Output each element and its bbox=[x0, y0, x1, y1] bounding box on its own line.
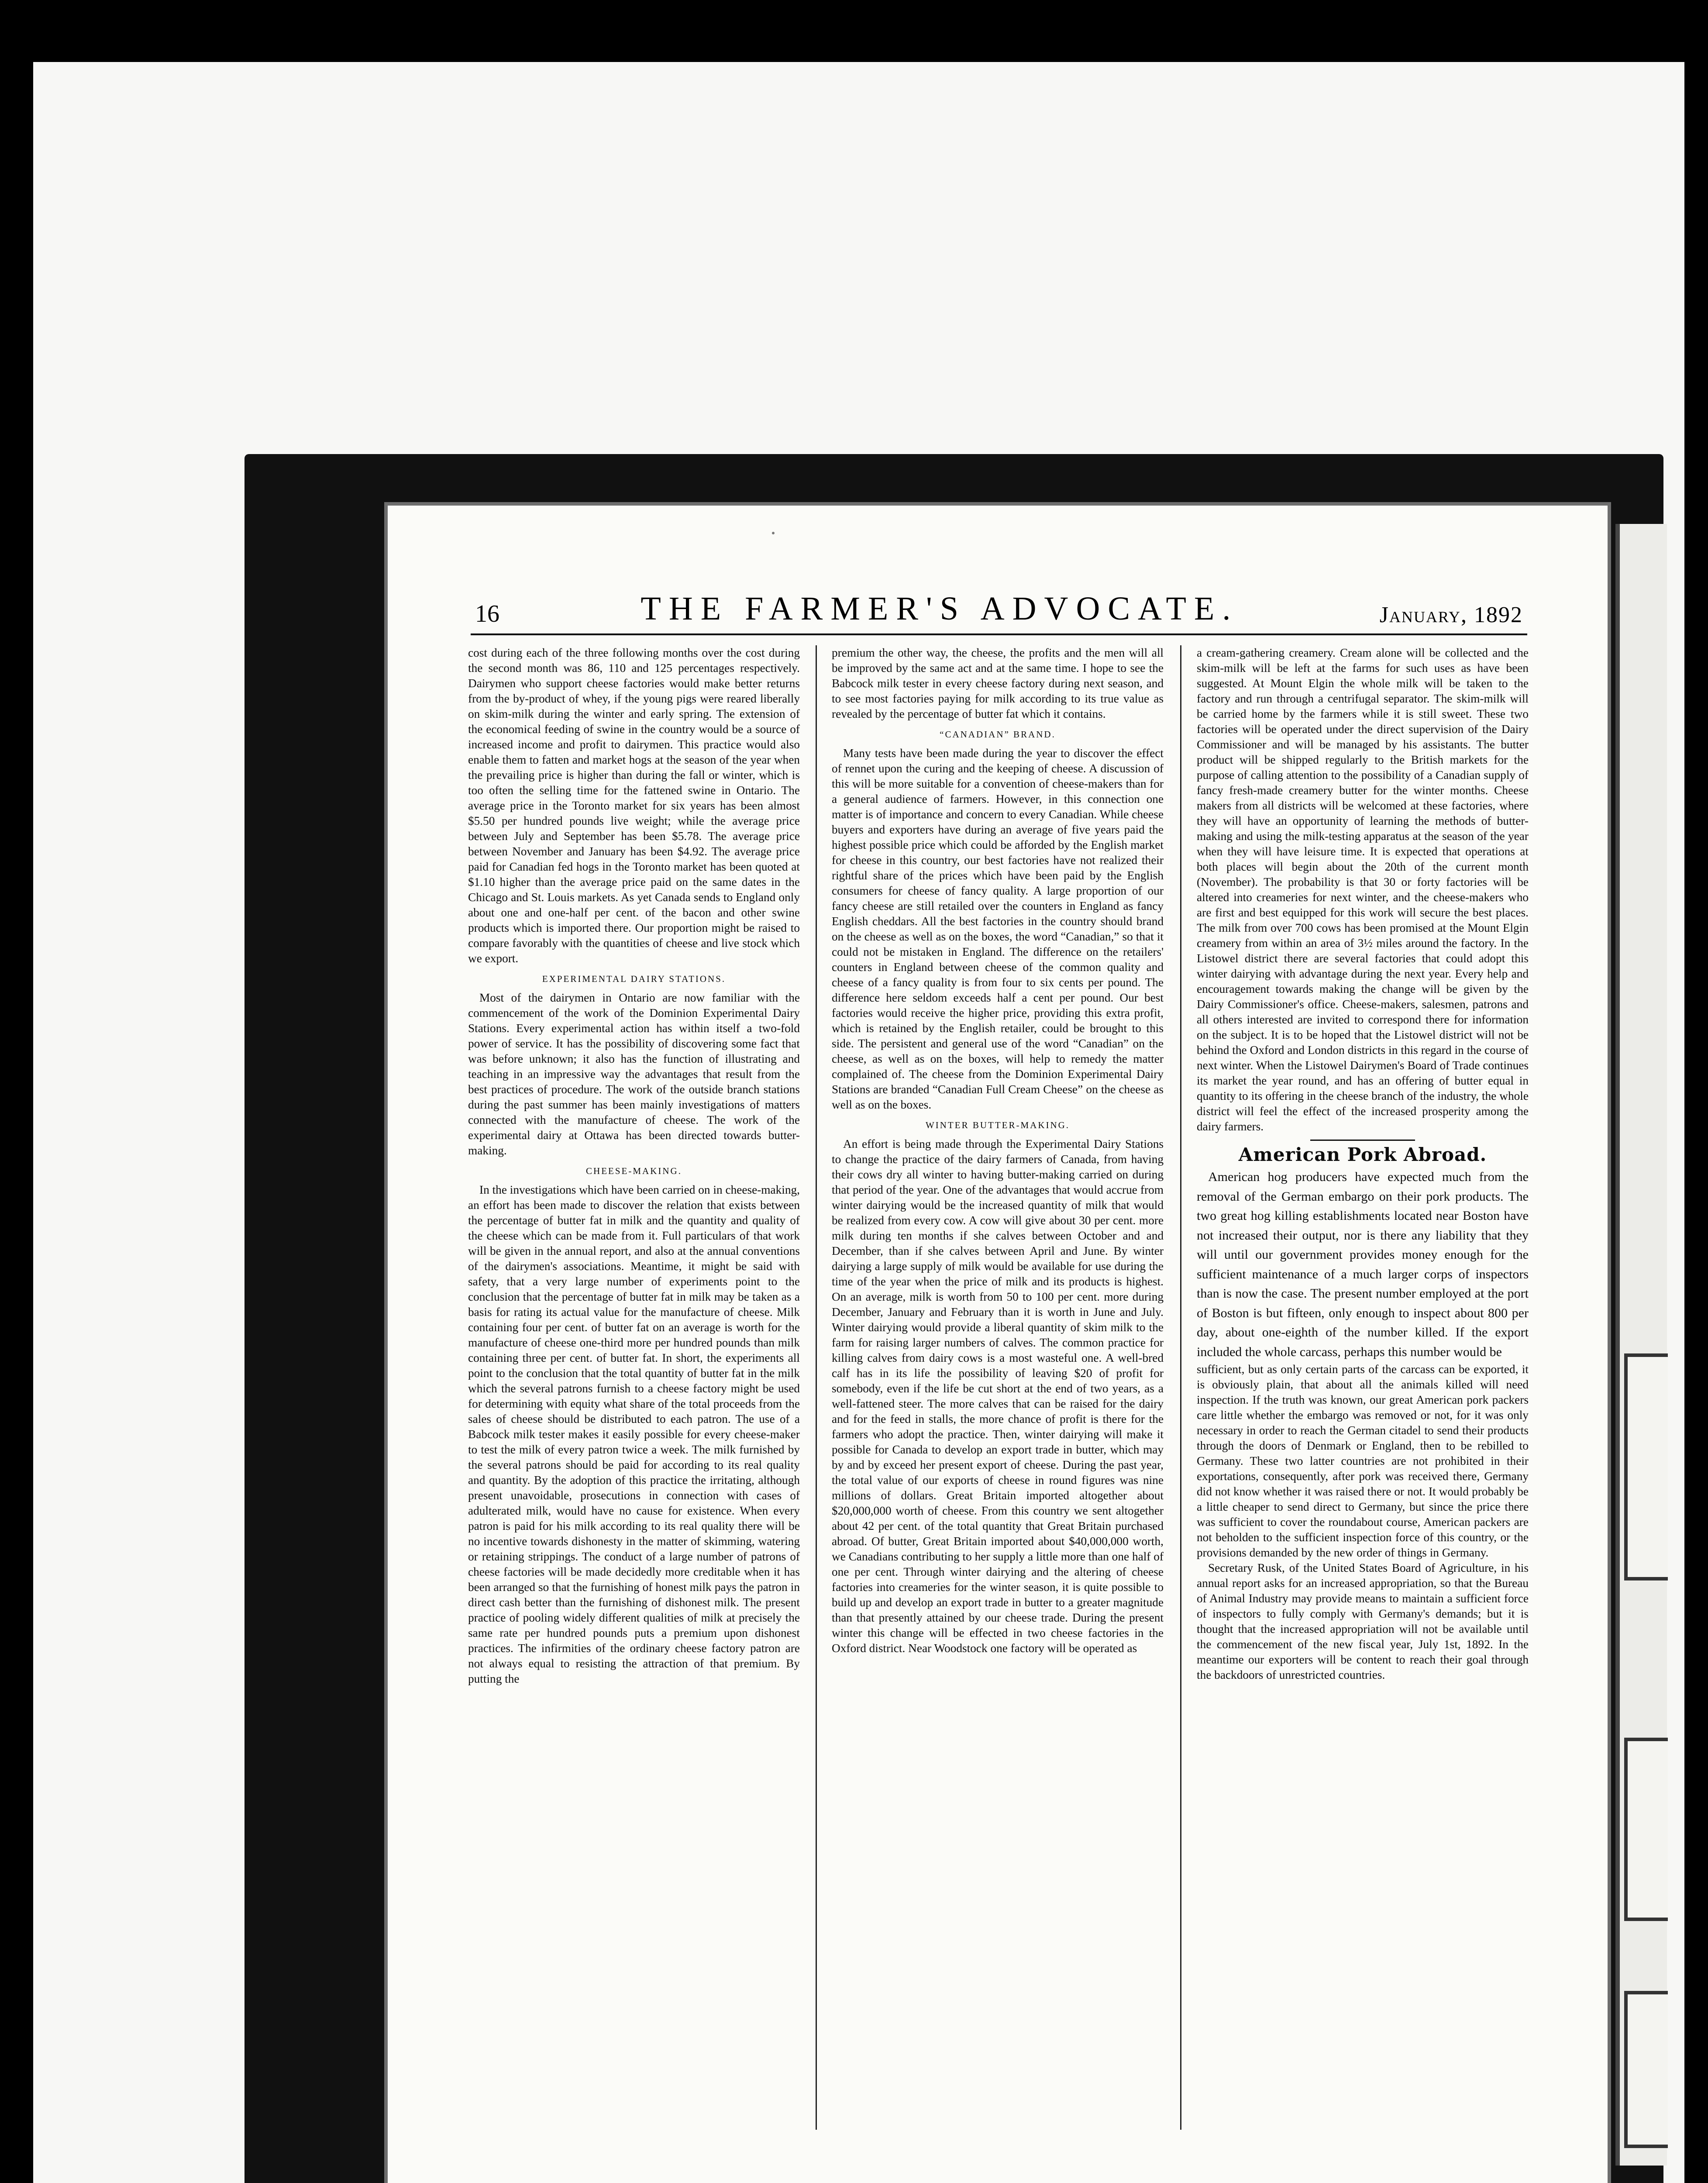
adjacent-page-edge bbox=[1615, 524, 1667, 2166]
article-paragraph: premium the other way, the cheese, the profits and the men will all be improved by the same act and at the same time. I hope to see the Babcock milk tester in every cheese factory during next season, and to see most factories paying for milk according to its true value as revealed by the percentage of butter fat which it contains. bbox=[832, 646, 1164, 720]
article-paragraph: sufficient, but as only certain parts of the carcass can be exported, it is obviously plain, that about all the animals killed will need inspection. If the truth was known, our great American pork packers care little whether the embargo was removed or not, for it was only necessary in order to reach the German citadel to send their products through the doors of Denmark or England, then to be rebilled to Germany. These two latter countries are not prohibited in their exportations, consequently, after pork was received there, Germany did not know whether it was raised there or not. It would probably be a little cheaper to send direct to Germany, but since the price there was sufficient to cover the roundabout course, American packers are not beholden to the sufficient inspection force of this country, or the provisions demanded by the new order of things in Germany. bbox=[1197, 1363, 1529, 1559]
article-paragraph: American hog producers have expected much from the removal of the German embargo on their pork products. The two great hog killing establishments located near Boston have not increased their output, nor is there any liability that they will until our government provides money enough for the sufficient maintenance of a much larger corps of inspectors than is now the case. The present number employed at the port of Boston is but fifteen, only enough to inspect about 800 per day, about one-eighth of the number killed. If the export included the whole carcass, perhaps this number would be bbox=[1197, 1170, 1529, 1359]
column-divider bbox=[1180, 645, 1181, 2130]
section-subheading: “CANADIAN” BRAND. bbox=[940, 729, 1056, 740]
article-paragraph: Many tests have been made during the year to discover the effect of rennet upon the curing and the keeping of cheese. A discussion of this will be more suitable for a convention of cheese-makers than for a general audience of farmers. However, in this connection one matter is of importance and concern to every Canadian. While cheese buyers and exporters have during an average of five years paid the highest possible price which could be afforded by the English market for cheese in this country, our best factories have not realized their rightful share of the prices which have been paid by the English consumers for cheese of fancy quality. A large proportion of our fancy cheese are still retailed over the counters in England as fancy English cheddars. All the best factories in the country should brand on the cheese as well as on the boxes, the word “Canadian,” so that it could not be mistaken in England. The difference on the retailers' counters in England between cheese of the common quality and cheese of a fancy quality is from four to six cents per pound. The difference here seldom exceeds half a cent per pound. Our best factories would receive the higher price, providing this extra profit, which is retained by the English retailer, could be brought to this side. The persistent and general use of the word “Canadian” on the cheese, as well as on the boxes, will help to remedy the matter complained of. The cheese from the Dominion Experimental Dairy Stations are branded “Canadian Full Cream Cheese” on the cheese as well as on the boxes. bbox=[832, 747, 1164, 1111]
issue-date: January, 1892 bbox=[1379, 603, 1523, 627]
print-speck bbox=[772, 532, 775, 534]
article-paragraph: a cream-gathering creamery. Cream alone will be collected and the skim-milk will be left at the farms for such uses as have been suggested. At Mount Elgin the whole milk will be taken to the factory and run through a centrifugal separator. The skim-milk will be carried home by the farmers while it is still sweet. These two factories will be operated under the direct supervision of the Dairy Commissioner and will be managed by his assistants. The butter product will be shipped regularly to the British markets for the purpose of calling attention to the possibility of a Canadian supply of fancy fresh-made creamery butter for the winter months. Cheese makers from all districts will be welcomed at these factories, where they will have an opportunity of learning the methods of butter-making and using the milk-testing apparatus at the season of the year when they will have leisure time. It is expected that operations at both places will begin about the 20th of the current month (November). The probability is that 30 or forty factories will be altered into creameries for next winter, and the cheese-makers who are first and best equipped for this work will secure the best places. The milk from over 700 cows has been promised at the Mount Elgin creamery from within an area of 3½ miles around the factory. In the Listowel district there are several factories that could adopt this winter dairying with advantage during the next year. Every help and encouragement towards making the change will be given by the Dairy Commissioner's office. Cheese-makers, salesmen, patrons and all others interested are invited to correspond there for information on the subject. It is to be hoped that the Listowel district will not be behind the Oxford and London districts in this regard in the course of next winter. When the Listowel Dairymen's Board of Trade continues its market the year round, and has an offering of butter equal in quantity to its offering in the cheese branch of the industry, the whole district will feel the effect of the increased prosperity among the dairy farmers. bbox=[1197, 646, 1529, 1133]
article-title: American Pork Abroad. bbox=[1238, 1144, 1487, 1165]
article-paragraph: Most of the dairymen in Ontario are now familiar with the commencement of the work of the Dominion Experimental Dairy Stations. Every experimental action has within itself a two-fold power of service. It has the possibility of discovering some fact that was before unknown; it also has the function of illustrating and teaching in an impressive way the advantages that result from the best practices of procedure. The work of the outside branch stations during the past summer has been mainly investigations of matters connected with the manufacture of cheese. The work of the experimental dairy at Ottawa has been directed towards butter-making. bbox=[468, 991, 800, 1157]
masthead-title: THE FARMER'S ADVOCATE. bbox=[640, 590, 1239, 627]
article-paragraph: In the investigations which have been carried on in cheese-making, an effort has been made to discover the relation that exists between the percentage of butter fat in milk and the quantity and quality of the cheese which can be made from it. Full particulars of that work will be given in the annual report, and also at the annual conventions of the dairymen's associations. Meantime, it might be said with safety, that a very large number of experiments point to the conclusion that the percentage of butter fat in milk may be taken as a basis for rating its actual value for the manufacture of cheese. Milk containing four per cent. of butter fat on an average is worth for the manufacture of cheese one-third more per hundred pounds than milk containing three per cent. of butter fat. In short, the experiments all point to the conclusion that the total quantity of butter fat in the milk which the several patrons furnish to a cheese factory might be used for determining with equity what share of the total proceeds from the sales of cheese should be distributed to each patron. The use of a Babcock milk tester makes it easily possible for every cheese-maker to test the milk of every patron twice a week. The milk furnished by the several patrons should be paid for according to its real quality and quantity. By the adoption of this practice the irritating, although present unavoidable, prosecutions in connection with cases of adulterated milk, would have no cause for existence. When every patron is paid for his milk according to its real quality there will be no incentive towards dishonesty in the matter of skimming, watering or retaining strippings. The conduct of a large number of patrons of cheese factories will be made decidedly more creditable when it has been arranged so that the furnishing of honest milk pays the patron in direct cash better than the furnishing of dishonest milk. The present practice of pooling widely different qualities of milk at precisely the same rate per hundred pounds puts a premium upon dishonest practices. The infirmities of the ordinary cheese factory patron are not always equal to resisting the attraction of that premium. By putting the bbox=[468, 1183, 800, 1685]
text-column-1 bbox=[468, 645, 800, 2138]
article-paragraph: An effort is being made through the Experimental Dairy Stations to change the practice of the dairy farmers of Canada, from having their cows dry all winter to having butter-making carried on during that period of the year. One of the advantages that would accrue from winter dairying would be the increased quantity of milk that would be realized from every cow. A cow will give about 30 per cent. more milk during ten months if she calves between October and and December, than if she calves between April and June. By winter dairying a large supply of milk would be available for use during the time of the year when the price of milk and its products is highest. On an average, milk is worth from 50 to 100 per cent. more during December, January and February than it is worth in June and July. Winter dairying would provide a liberal quantity of skim milk to the farm for raising larger numbers of calves. The common practice for killing calves from dairy cows is a most wasteful one. A well-bred calf has in its life the possibility of leaving $20 of profit for somebody, even if the life be cut short at the end of two years, as a well-fattened steer. The more calves that can be raised for the dairy and for the feed in stalls, the more chance of profit is there for the farmers who adopt the practice. Then, winter dairying will make it possible for Canada to develop an export trade in butter, which may by and by exceed her present export of cheese. During the past year, the total value of our exports of cheese in round figures was nine millions of dollars. Great Britain imported altogether about $20,000,000 worth of cheese. From this country we sent altogether about 42 per cent. of the total quantity that Great Britain purchased abroad. Of butter, Great Britain imported about $40,000,000 worth, we Canadians contributing to her supply a little more than one half of one per cent. Through winter dairying and the altering of cheese factories into creameries for the winter season, it is quite possible to build up and develop an export trade in butter to a greater magnitude than that presently attained by our cheese trade. During the present winter this change will be effected in two cheese factories in the Oxford district. Near Woodstock one factory will be operated as bbox=[832, 1137, 1164, 1655]
text-column-3 bbox=[1197, 645, 1529, 2138]
header-rule bbox=[471, 634, 1527, 635]
article-separator bbox=[1310, 1140, 1415, 1141]
text-column-2 bbox=[832, 645, 1164, 2138]
section-subheading: EXPERIMENTAL DAIRY STATIONS. bbox=[542, 974, 726, 984]
column-divider bbox=[816, 645, 817, 2130]
section-subheading: WINTER BUTTER-MAKING. bbox=[925, 1120, 1070, 1130]
newspaper-page bbox=[384, 502, 1611, 2183]
page-number: 16 bbox=[475, 600, 499, 627]
article-paragraph: cost during each of the three following months over the cost during the second month was 86, 110 and 125 percentages respectively. Dairymen who support cheese factories would make better returns from the by-product of whey, if the young pigs were reared liberally on skim-milk during the winter and early spring. The extension of the economical feeding of swine in the country would be a source of increased income and profit to dairymen. This practice would also enable them to fatten and market hogs at the season of the year when the prevailing price is higher than during the fall or winter, which is too often the selling time for the fattened swine in Ontario. The average price in the Toronto market for six years has been almost $5.50 per hundred pounds live weight; while the average price between July and September has been $5.78. The average price between November and January has been $4.92. The average price paid for Canadian fed hogs in the Toronto market has been quoted at $1.10 higher than the average price paid on the same dates in the Chicago and St. Louis markets. As yet Canada sends to England only about one and one-half per cent. of the bacon and other swine products which is imported there. Our proportion might be raised to compare favorably with the quantities of cheese and live stock which we export. bbox=[468, 646, 800, 965]
section-subheading: CHEESE-MAKING. bbox=[586, 1166, 682, 1176]
page-header bbox=[475, 580, 1523, 628]
article-paragraph: Secretary Rusk, of the United States Board of Agriculture, in his annual report asks for an increased appropriation, so that the Bureau of Animal Industry may provide means to maintain a sufficient force of inspectors to fully comply with Germany's demands; but it is thought that the increased appropriation will not be available until the commencement of the new fiscal year, July 1st, 1892. In the meantime our exporters will be content to reach their goal through the backdoors of unrestricted countries. bbox=[1197, 1561, 1529, 1681]
